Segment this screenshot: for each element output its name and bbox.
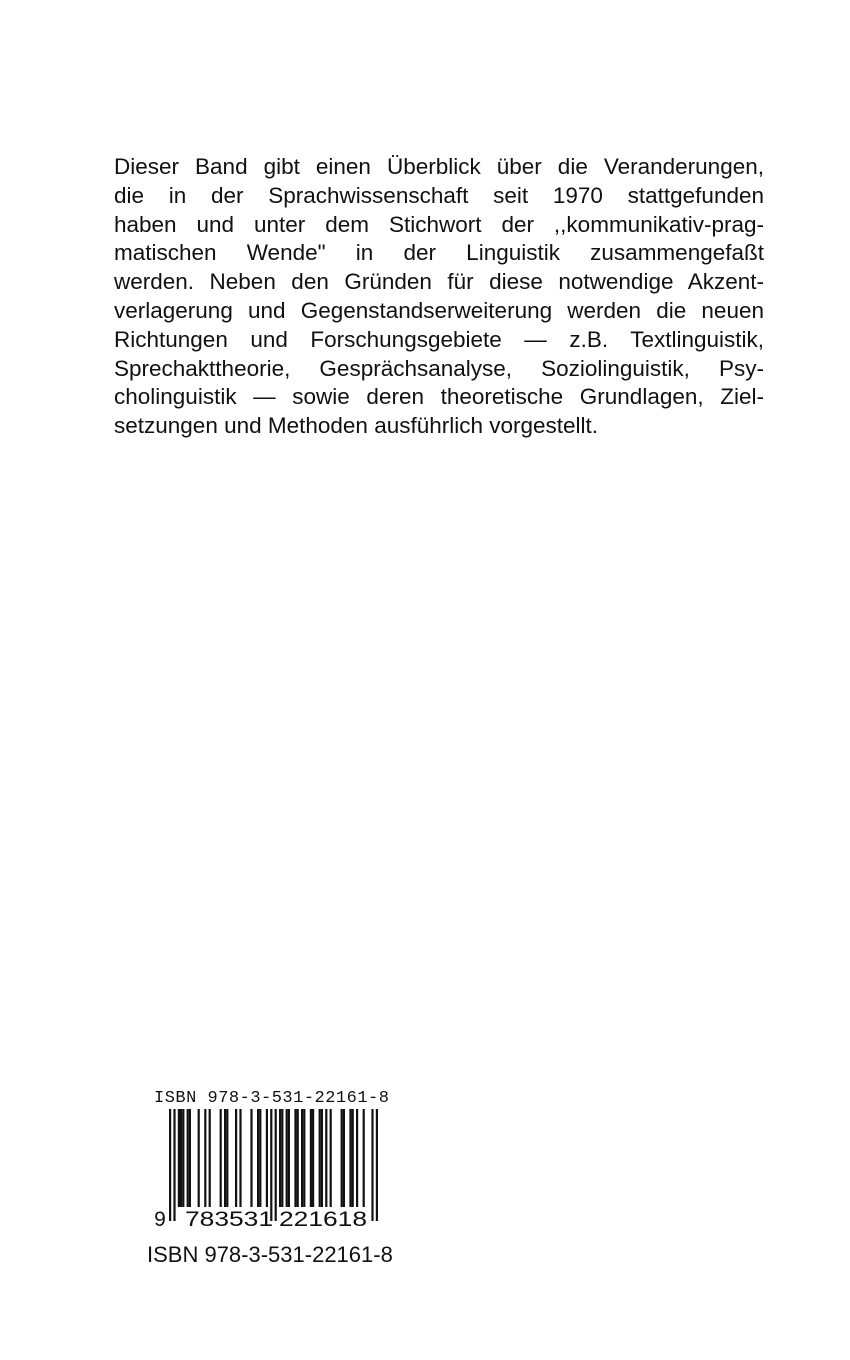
barcode-bar	[341, 1109, 343, 1207]
barcode-graphic	[154, 1109, 386, 1234]
barcode-bar	[178, 1109, 180, 1207]
ean-barcode	[154, 1109, 386, 1234]
barcode-bar	[204, 1109, 206, 1207]
barcode-bar	[281, 1109, 283, 1207]
blurb-line: Richtungen und Forschungsgebiete — z.B. Textlinguistik,	[114, 326, 764, 352]
barcode-bar	[189, 1109, 191, 1207]
barcode-bar	[182, 1109, 184, 1207]
blurb-line: Sprechakttheorie, Gesprächsanalyse, Soziolinguistik, Psy-	[114, 355, 764, 381]
barcode-bar	[330, 1109, 332, 1207]
barcode-bar	[257, 1109, 259, 1207]
barcode-bar	[297, 1109, 299, 1207]
barcode-bar	[239, 1109, 241, 1207]
barcode-bar	[187, 1109, 189, 1207]
barcode-bar	[312, 1109, 314, 1207]
barcode-guard-bar	[169, 1109, 171, 1221]
barcode-bar	[266, 1109, 268, 1207]
barcode-bar	[303, 1109, 305, 1207]
blurb-line: die in der Sprachwissenschaft seit 1970 stattgefunden	[114, 182, 764, 208]
blurb-line: verlagerung und Gegenstandserweiterung werden die neuen	[114, 297, 764, 323]
barcode-digits-right: 221618	[279, 1208, 367, 1231]
barcode-digit-lead: 9	[154, 1208, 166, 1231]
barcode-bar	[209, 1109, 211, 1207]
barcode-bar	[180, 1109, 182, 1207]
barcode-digits-left: 783531	[185, 1208, 273, 1231]
barcode-bar	[352, 1109, 354, 1207]
barcode-bar	[250, 1109, 252, 1207]
isbn-number: ISBN 978-3-531-22161-8	[147, 1242, 393, 1267]
barcode-bar	[220, 1109, 222, 1207]
barcode-guard-bar	[173, 1109, 175, 1221]
barcode-bar	[321, 1109, 323, 1207]
barcode-guard-bar	[371, 1109, 373, 1221]
back-cover-blurb	[114, 153, 764, 441]
blurb-line: Dieser Band gibt einen Überblick über die Veranderungen,	[114, 154, 764, 179]
barcode-bar	[349, 1109, 351, 1207]
blurb-line: werden. Neben den Gründen für diese notwendige Akzent-	[114, 269, 764, 295]
barcode-guard-bar	[376, 1109, 378, 1221]
barcode-bar	[286, 1109, 288, 1207]
barcode-bar	[356, 1109, 358, 1207]
barcode-bar	[294, 1109, 296, 1207]
barcode-bar	[235, 1109, 237, 1207]
barcode-bar	[363, 1109, 365, 1207]
barcode-bar	[224, 1109, 226, 1207]
barcode-bar	[310, 1109, 312, 1207]
barcode-bar	[259, 1109, 261, 1207]
barcode-bar	[288, 1109, 290, 1207]
barcode-bar	[319, 1109, 321, 1207]
barcode-guard-bar	[270, 1109, 272, 1221]
blurb-line: haben und unter dem Stichwort der ,,kommunikativ-prag-	[114, 211, 764, 237]
barcode-isbn-label: ISBN 978-3-531-22161-8	[154, 1089, 390, 1108]
barcode-guard-bar	[275, 1109, 277, 1221]
barcode-bar	[343, 1109, 345, 1207]
barcode-bar	[226, 1109, 228, 1207]
barcode-bar	[325, 1109, 327, 1207]
blurb-line: matischen Wende" in der Linguistik zusammengefaßt	[114, 240, 764, 266]
barcode-bar	[301, 1109, 303, 1207]
blurb-line: cholinguistik — sowie deren theoretische Grundlagen, Ziel-	[114, 384, 764, 410]
barcode-bar	[279, 1109, 281, 1207]
blurb-line: setzungen und Methoden ausführlich vorgestellt.	[114, 413, 599, 439]
barcode-bar	[198, 1109, 200, 1207]
